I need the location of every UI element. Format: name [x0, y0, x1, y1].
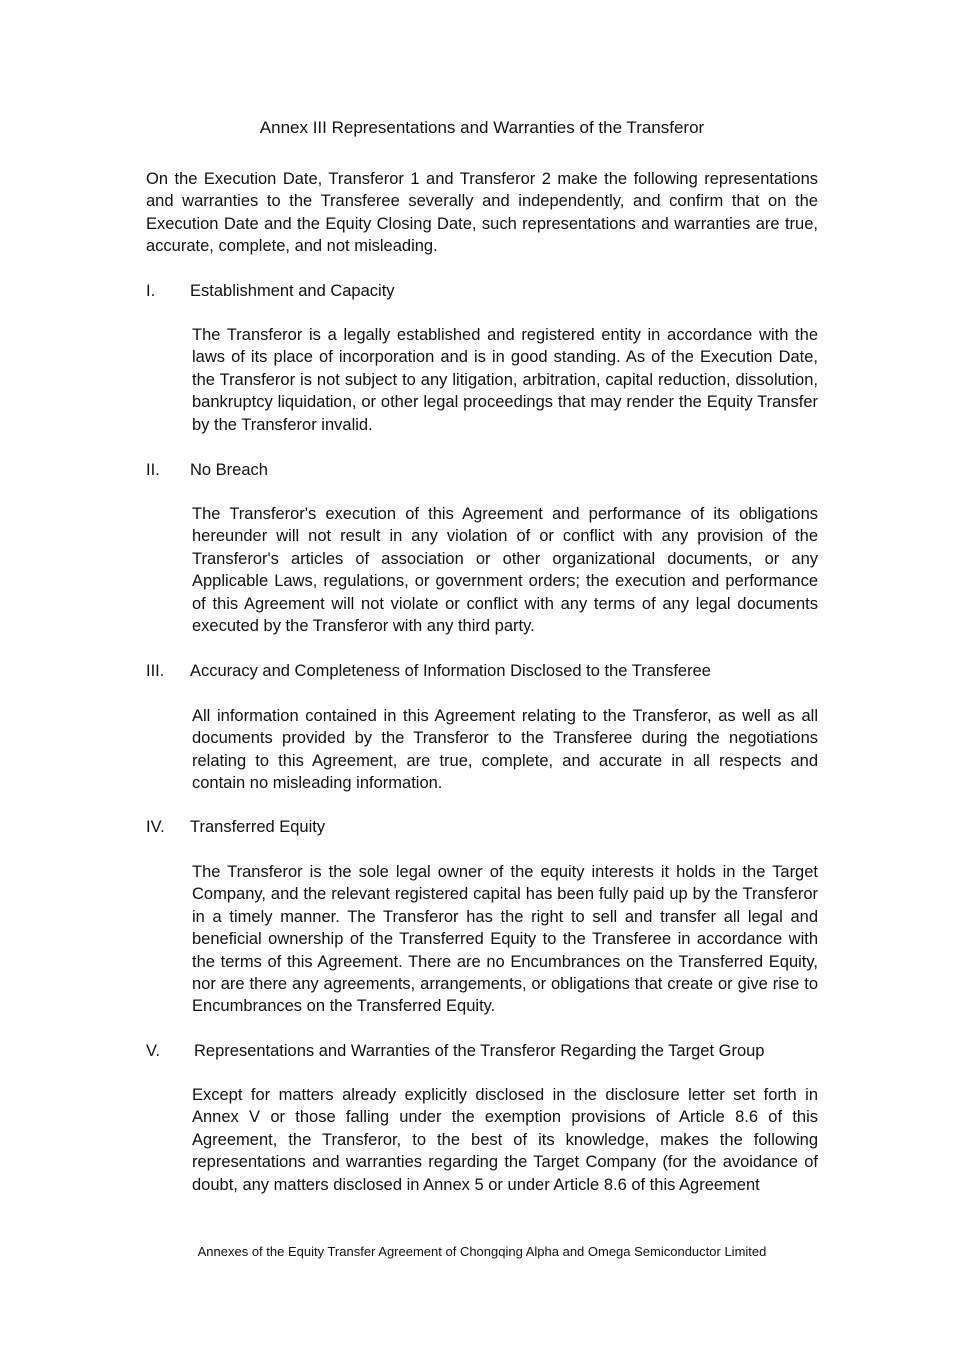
- section-title: No Breach: [190, 461, 268, 479]
- section-heading-2: [146, 459, 268, 481]
- section-number: V.: [146, 1042, 161, 1060]
- section-title: Establishment and Capacity: [190, 282, 395, 300]
- section-number: IV.: [146, 818, 165, 836]
- page-footer: Annexes of the Equity Transfer Agreement of Chongqing Alpha and Omega Semiconductor Limited: [197, 1244, 767, 1259]
- section-heading-4: [146, 816, 325, 838]
- section-heading-5: [146, 1040, 764, 1062]
- section-number: I.: [146, 282, 156, 300]
- section-body-2: The Transferor's execution of this Agreement and performance of its obligations hereunder will not result in any violation of or conflict with any provision of the Transferor's articles of association or other organizational documents, or any Applicable Laws, regulations, or government orders; the execution and performance of this Agreement will not violate or conflict with any terms of any legal documents executed by the Transferor with any third party.: [192, 505, 818, 636]
- section-heading-1: [146, 280, 395, 302]
- section-body-4: The Transferor is the sole legal owner of the equity interests it holds in the Target Company, and the relevant registered capital has been fully paid up by the Transferor in a timely manner. The Transferor has the right to sell and transfer all legal and beneficial ownership of the Transferred Equity to the Transferee in accordance with the terms of this Agreement. There are no Encumbrances on the Transferred Equity, nor are there any agreements, arrangements, or obligations that create or give rise to Encumbrances on the Transferred Equity.: [192, 863, 818, 1016]
- section-title: Accuracy and Completeness of Information Disclosed to the Transferee: [190, 662, 711, 680]
- section-body-5: Except for matters already explicitly disclosed in the disclosure letter set forth in Annex V or those falling under the exemption provisions of Article 8.6 of this Agreement, the Transferor, to the best of its knowledge, makes the following representations and warranties regarding the Target Company (for the avoidance of doubt, any matters disclosed in Annex 5 or under Article 8.6 of this Agreement: [192, 1086, 818, 1194]
- intro-paragraph: On the Execution Date, Transferor 1 and Transferor 2 make the following representations and warranties to the Transferee severally and independently, and confirm that on the Execution Date and the Equity Closing Date, such representations and warranties are true, accurate, complete, and not misleading.: [146, 170, 818, 256]
- section-number: III.: [146, 662, 165, 680]
- section-title: Transferred Equity: [190, 818, 326, 836]
- section-number: II.: [146, 461, 160, 479]
- section-heading-3: [146, 660, 711, 682]
- section-title: Representations and Warranties of the Transferor Regarding the Target Group: [194, 1042, 765, 1060]
- section-body-3: All information contained in this Agreement relating to the Transferor, as well as all documents provided by the Transferor to the Transferee during the negotiations relating to this Agreement, are true, complete, and accurate in all respects and contain no misleading information.: [192, 707, 818, 793]
- section-body-1: The Transferor is a legally established and registered entity in accordance with the laws of its place of incorporation and is in good standing. As of the Execution Date, the Transferor is not subject to any litigation, arbitration, capital reduction, dissolution, bankruptcy liquidation, or other legal proceedings that may render the Equity Transfer by the Transferor invalid.: [192, 326, 818, 434]
- document-title: Annex III Representations and Warranties of the Transferor: [259, 118, 705, 137]
